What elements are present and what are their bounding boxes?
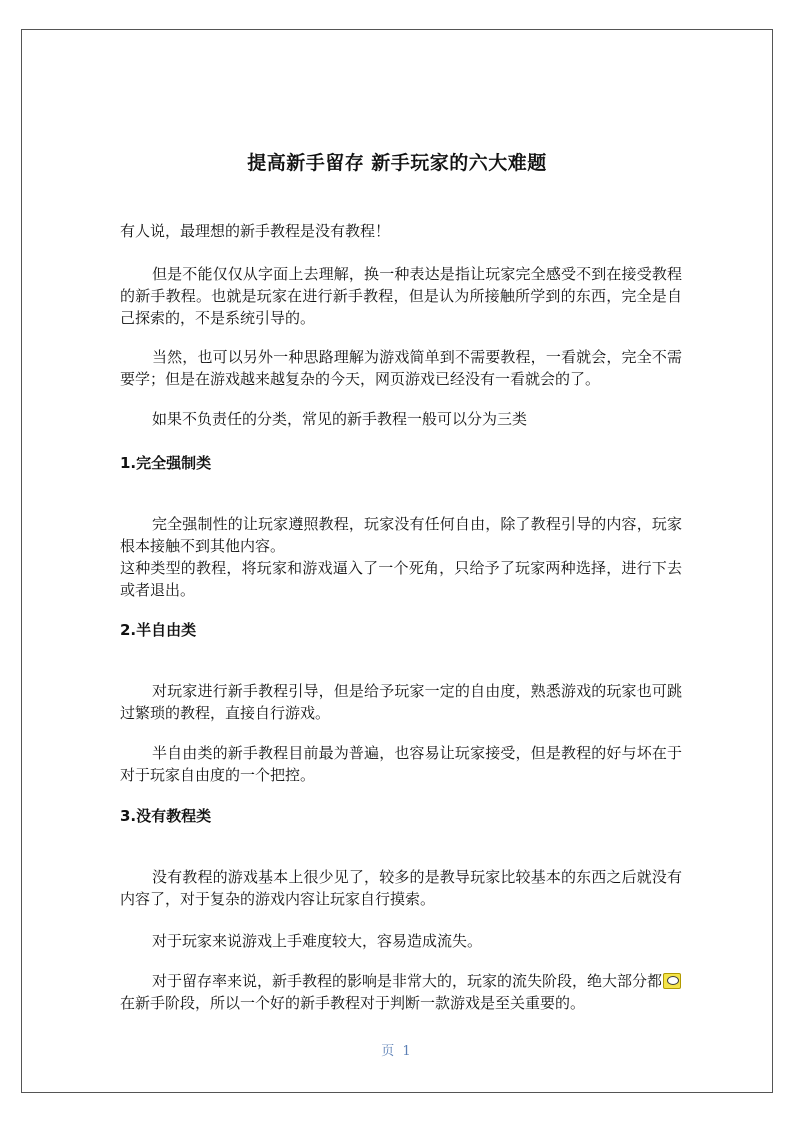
comment-icon[interactable] [663, 973, 681, 989]
intro-paragraph: 有人说，最理想的新手教程是没有教程！ [120, 222, 391, 240]
paragraph-interpretation: 但是不能仅仅从字面上去理解，换一种表达是指让玩家完全感受不到在接受教程的新手教程。也就是玩家在进行新手教程，但是认为所接触所学到的东西，完全是自己探索的，不是系统引导的。 [120, 265, 682, 327]
paragraph-alternative: 当然，也可以另外一种思路理解为游戏简单到不需要教程，一看就会，完全不需要学；但是在游戏越来越复杂的今天，网页游戏已经没有一看就会的了。 [120, 348, 682, 388]
document-title: 提高新手留存 新手玩家的六大难题 [247, 152, 547, 174]
section2-paragraph-1: 对玩家进行新手教程引导，但是给予玩家一定的自由度，熟悉游戏的玩家也可跳过繁琐的教程，直接自行游戏。 [120, 682, 682, 722]
section-heading-forced: 1.完全强制类 [120, 454, 212, 472]
page-number-footer: 页 1 [381, 1044, 413, 1059]
section3-paragraph-2: 对于玩家来说游戏上手难度较大，容易造成流失。 [152, 932, 483, 950]
section1-paragraph-2: 这种类型的教程，将玩家和游戏逼入了一个死角，只给予了玩家两种选择，进行下去或者退出。 [120, 559, 682, 599]
section3-paragraph-3 [120, 970, 682, 1014]
section1-paragraph-1: 完全强制性的让玩家遵照教程，玩家没有任何自由，除了教程引导的内容，玩家根本接触不到其他内容。 [120, 515, 682, 555]
section2-paragraph-2: 半自由类的新手教程目前最为普遍，也容易让玩家接受，但是教程的好与坏在于对于玩家自由度的一个把控。 [120, 744, 682, 784]
section-heading-semi-free: 2.半自由类 [120, 621, 197, 639]
section3-paragraph-3-start: 对于留存率来说，新手教程的影响是非常大的，玩家的流失阶段，绝大部分都 [152, 972, 663, 990]
section3-paragraph-1: 没有教程的游戏基本上很少见了，较多的是教导玩家比较基本的东西之后就没有内容了，对于复杂的游戏内容让玩家自行摸索。 [120, 868, 682, 908]
paragraph-classification: 如果不负责任的分类，常见的新手教程一般可以分为三类 [152, 410, 528, 428]
section-heading-no-tutorial: 3.没有教程类 [120, 807, 212, 825]
section3-paragraph-3-end: 在新手阶段，所以一个好的新手教程对于判断一款游戏是至关重要的。 [120, 994, 586, 1012]
